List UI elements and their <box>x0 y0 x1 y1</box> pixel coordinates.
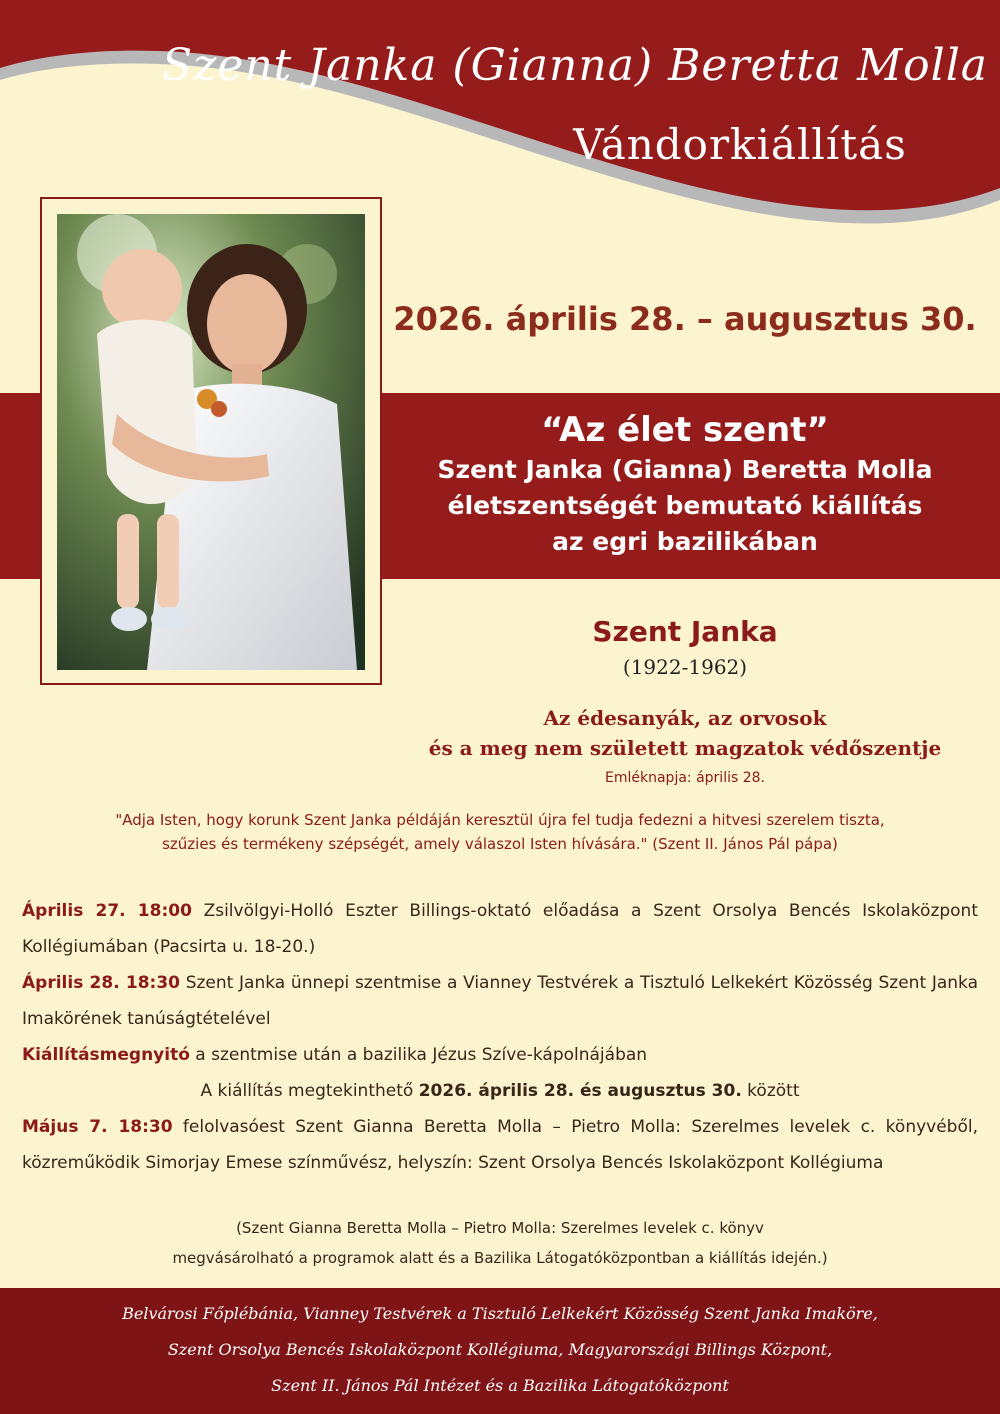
program-item <box>22 965 978 1037</box>
exhibition-subtitle: Vándorkiállítás <box>573 120 907 169</box>
program-dates: 2026. április 28. és augusztus 30. <box>418 1081 742 1101</box>
patron-description <box>300 703 1000 763</box>
book-note <box>20 1213 980 1273</box>
patron-line: és a meg nem született magzatok védőszentje <box>428 736 942 760</box>
mother-and-child-photo <box>57 214 365 670</box>
program-desc: Zsilvölgyi-Holló Eszter Billings-oktató előadása a Szent Orsolya Bencés Iskolaközpont Kollégiumában (Pacsirta u. 18-20.) <box>22 901 978 957</box>
band-text <box>385 408 985 560</box>
program-item <box>22 1109 978 1181</box>
band-line: Szent Janka (Gianna) Beretta Molla <box>437 455 933 484</box>
program-item <box>22 893 978 965</box>
exhibition-dates: 2026. április 28. – augusztus 30. <box>393 300 977 338</box>
band-line: az egri bazilikában <box>552 527 818 556</box>
memorial-day: Emléknapja: április 28. <box>605 770 765 786</box>
patron-line: Az édesanyák, az orvosok <box>543 706 827 730</box>
organizers <box>10 1296 990 1404</box>
note-line: (Szent Gianna Beretta Molla – Pietro Molla: Szerelmes levelek c. könyv <box>236 1219 764 1237</box>
photo-frame <box>40 197 382 685</box>
program-list <box>22 893 978 1181</box>
organizer-line: Szent Orsolya Bencés Iskolaközpont Kollégiuma, Magyarországi Billings Központ, <box>167 1340 833 1359</box>
program-item <box>22 1073 978 1109</box>
program-time: Kiállításmegnyitó <box>22 1045 190 1065</box>
program-desc: felolvasóest Szent Gianna Beretta Molla – Pietro Molla: Szerelmes levelek c. könyvéből, közreműködik Simorjay Emese színművész, helyszín: Szent Orsolya Bencés Iskolaközpont Kollégiuma <box>22 1117 978 1173</box>
organizer-line: Belvárosi Főplébánia, Vianney Testvérek a Tisztuló Lelkekért Közösség Szent Janka Imaköre, <box>122 1304 878 1323</box>
saint-years: (1922-1962) <box>622 655 748 679</box>
quote-line: szűzies és termékeny szépségét, amely válaszol Isten hívására." (Szent II. János Pál pápa) <box>162 835 838 853</box>
program-item <box>22 1037 978 1073</box>
program-time: Május 7. 18:30 <box>22 1117 173 1137</box>
program-desc: között <box>741 1081 800 1101</box>
program-time: Április 27. 18:00 <box>22 901 192 921</box>
organizer-line: Szent II. János Pál Intézet és a Bazilika Látogatóközpont <box>271 1376 729 1395</box>
note-line: megvásárolható a programok alatt és a Bazilika Látogatóközpontban a kiállítás idején.) <box>172 1249 828 1267</box>
program-desc: Szent Janka ünnepi szentmise a Vianney Testvérek a Tisztuló Lelkekért Közösség Szent Janka Imakörének tanúságtételével <box>22 973 978 1029</box>
program-desc: A kiállítás megtekinthető <box>200 1081 419 1101</box>
program-time: Április 28. 18:30 <box>22 973 180 993</box>
band-line: életszentségét bemutató kiállítás <box>447 491 923 520</box>
motto: “Az élet szent” <box>541 410 829 450</box>
exhibition-title: Szent Janka (Gianna) Beretta Molla <box>161 40 989 91</box>
quote-line: "Adja Isten, hogy korunk Szent Janka példáján keresztül újra fel tudja fedezni a hitvesi szerelem tiszta, <box>115 811 885 829</box>
saint-name: Szent Janka <box>592 615 778 648</box>
program-desc: a szentmise után a bazilika Jézus Szíve-kápolnájában <box>189 1045 648 1065</box>
papal-quote <box>20 808 980 856</box>
